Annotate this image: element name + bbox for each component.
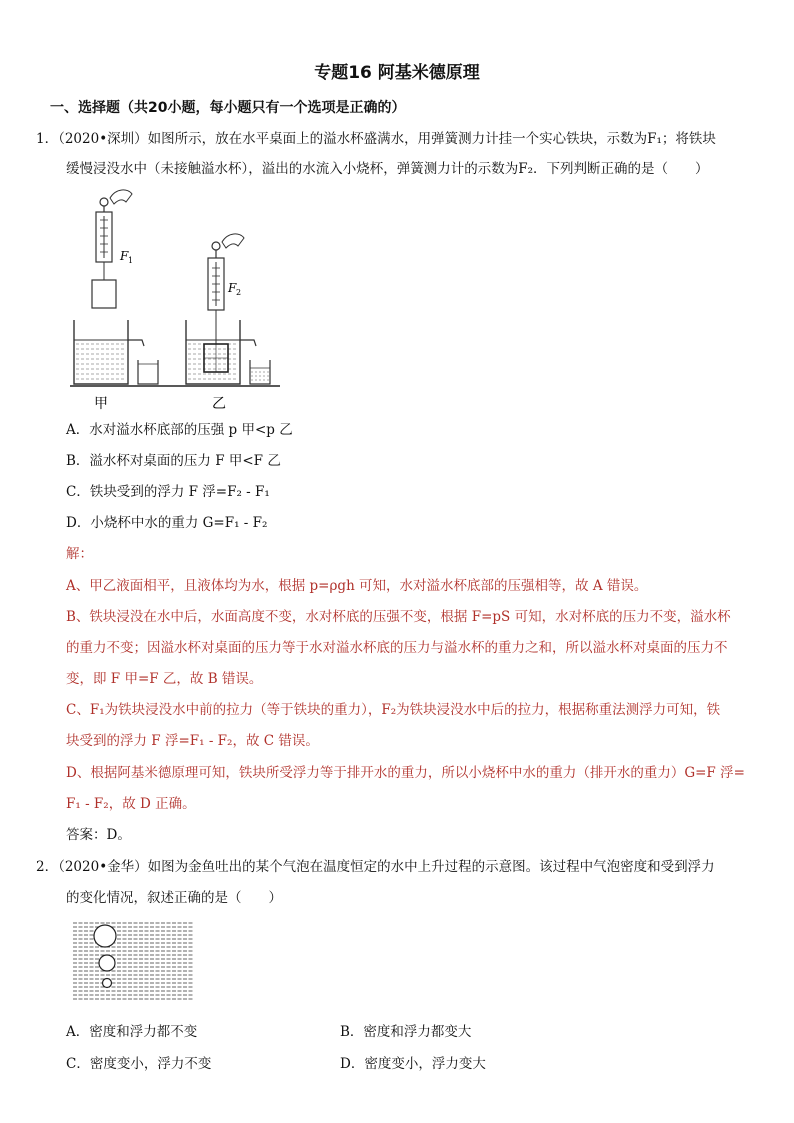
q1-solution-b3: 变，即 F 甲=F 乙，故 B 错误。 — [66, 671, 263, 687]
figure-label-right: 乙 — [212, 396, 226, 412]
svg-text:1: 1 — [128, 256, 134, 265]
iron-block-left — [92, 280, 116, 308]
q1-solution-c2: 块受到的浮力 F 浮=F₁ - F₂，故 C 错误。 — [66, 733, 319, 749]
q1-solution-d2: F₁ - F₂，故 D 正确。 — [66, 796, 196, 812]
f2-label: F — [228, 281, 237, 295]
f1-label: F — [120, 249, 129, 263]
q1-option-b: B．溢水杯对桌面的压力 F 甲<F 乙 — [66, 453, 281, 469]
q1-solution-b2: 的重力不变；因溢水杯对桌面的压力等于水对溢水杯底的压力与溢水杯的重力之和，所以溢水杯对桌面的压力不 — [66, 640, 728, 656]
q1-stem-line1: 1．（2020•深圳）如图所示，放在水平桌面上的溢水杯盛满水，用弹簧测力计挂一个实心铁块，示数为F₁；将铁块 — [36, 131, 716, 147]
q2-option-b: B．密度和浮力都变大 — [340, 1024, 472, 1040]
q1-solution-b1: B、铁块浸没在水中后，水面高度不变，水对杯底的压强不变，根据 F=pS 可知，水对杯底的压力不变，溢水杯 — [66, 609, 731, 625]
figure-label-left: 甲 — [94, 396, 108, 412]
q1-solution-label: 解： — [66, 546, 93, 562]
bubble-small — [103, 979, 112, 988]
q1-option-a: A．水对溢水杯底部的压强 p 甲<p 乙 — [66, 422, 293, 438]
q1-solution-c1: C、F₁为铁块浸没水中前的拉力（等于铁块的重力），F₂为铁块浸没水中后的拉力，根据称重法测浮力可知，铁 — [66, 702, 721, 718]
page-title: 专题16 阿基米德原理 — [314, 63, 480, 83]
q2-option-c: C．密度变小，浮力不变 — [66, 1056, 212, 1072]
q1-option-d: D．小烧杯中水的重力 G=F₁ - F₂ — [66, 515, 268, 531]
hand-icon — [110, 190, 132, 204]
q2-option-d: D．密度变小，浮力变大 — [340, 1056, 486, 1072]
q1-stem-line2: 缓慢浸没水中（未接触溢水杯），溢出的水流入小烧杯，弹簧测力计的示数为F₂．下列判断正确的是（ ） — [66, 161, 709, 177]
svg-text:2: 2 — [236, 288, 242, 297]
q2-figure — [72, 920, 194, 1006]
bubble-medium — [99, 955, 115, 971]
q1-solution-d1: D、根据阿基米德原理可知，铁块所受浮力等于排开水的重力，所以小烧杯中水的重力（排开水的重力）G=F 浮= — [66, 765, 745, 781]
q1-answer: 答案：D。 — [66, 827, 131, 843]
bubble-large — [94, 925, 116, 947]
q2-stem-line2: 的变化情况，叙述正确的是（ ） — [66, 890, 282, 906]
overflow-cup-right — [186, 320, 240, 384]
q1-diagram — [66, 188, 286, 416]
q1-option-c: C．铁块受到的浮力 F 浮=F₂ - F₁ — [66, 484, 270, 500]
q2-option-a: A．密度和浮力都不变 — [66, 1024, 198, 1040]
bubble-diagram — [72, 920, 194, 1002]
q1-figure — [66, 188, 286, 420]
hand-icon — [222, 234, 244, 248]
q2-stem-line1: 2．（2020•金华）如图为金鱼吐出的某个气泡在温度恒定的水中上升过程的示意图。该过程中气泡密度和受到浮力 — [36, 859, 715, 875]
q1-solution-a: A、甲乙液面相平，且液体均为水，根据 p=ρgh 可知，水对溢水杯底部的压强相等，故 A 错误。 — [66, 578, 648, 594]
section-heading: 一、选择题（共20小题，每小题只有一个选项是正确的） — [50, 100, 406, 116]
